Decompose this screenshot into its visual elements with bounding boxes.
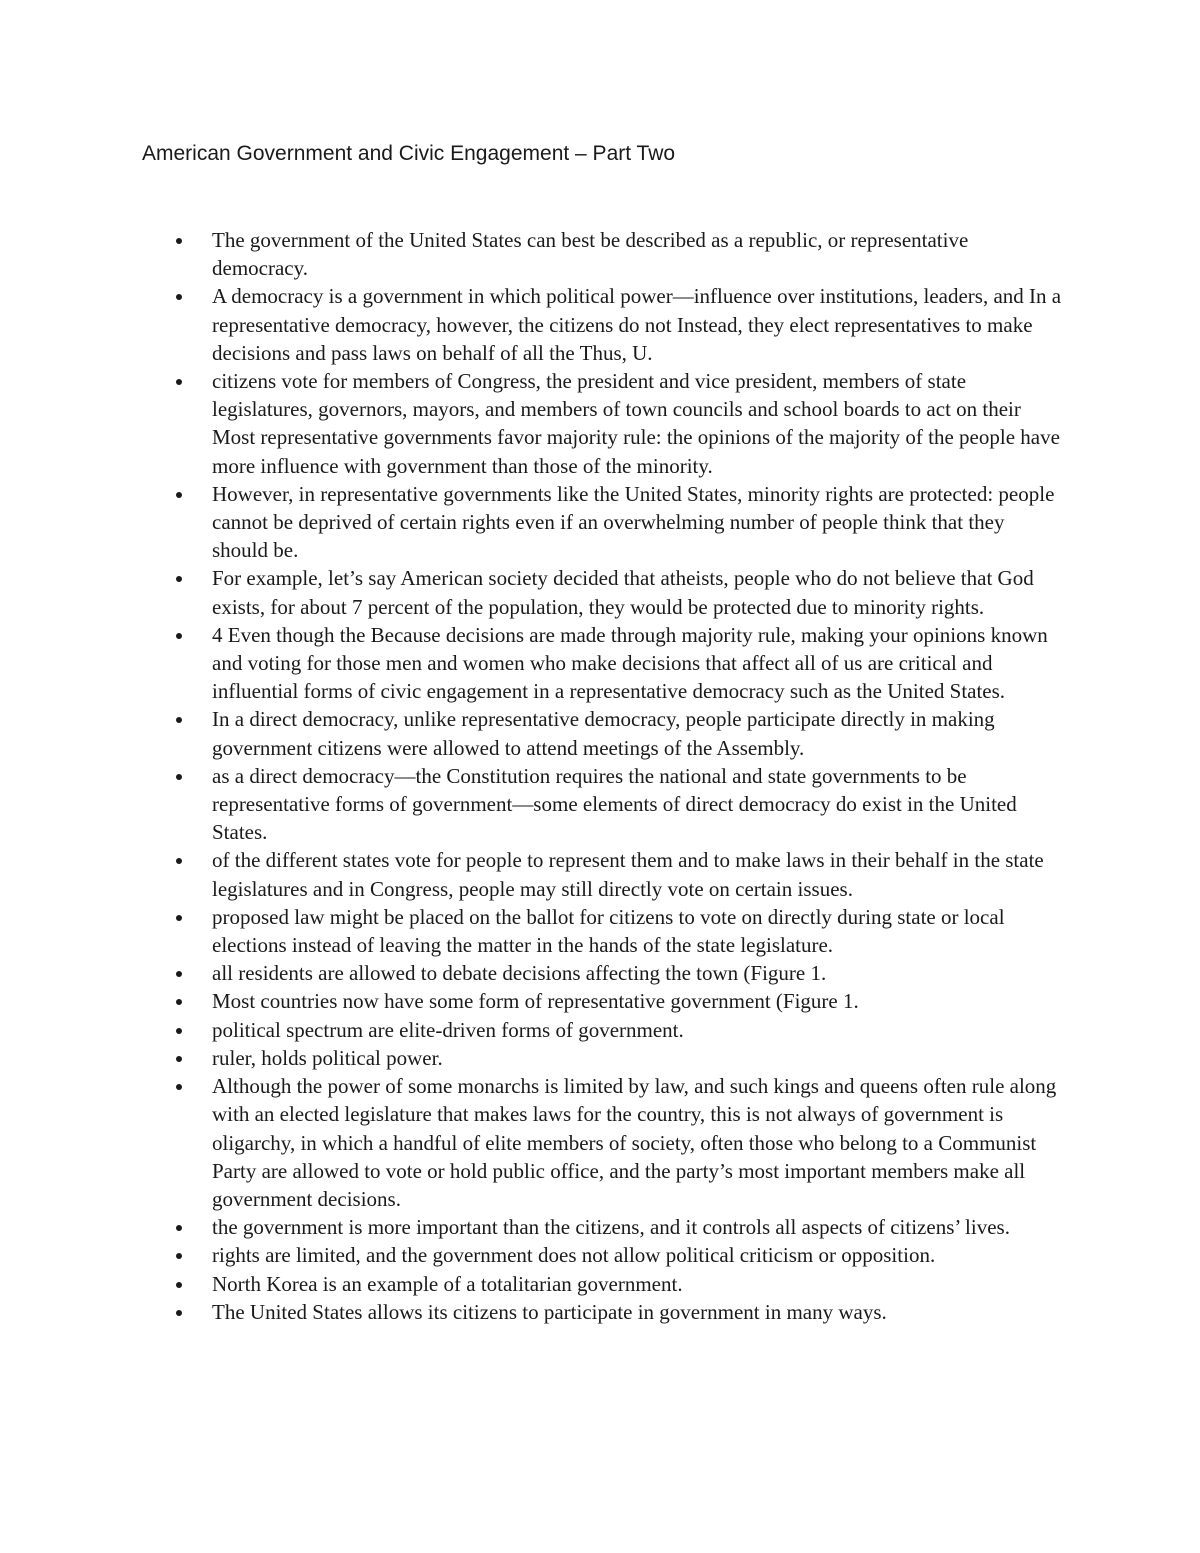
- bullet-icon: [176, 999, 182, 1005]
- bullet-icon: [176, 1225, 182, 1231]
- bullet-icon: [176, 915, 182, 921]
- bullet-icon: [176, 1310, 182, 1316]
- list-item-text: A democracy is a government in which political power—influence over institutions, leaders, and In a representative democracy, however, the citizens do not Instead, they elect representatives to make decisions and pass laws on behalf of all the Thus, U.: [212, 284, 1062, 365]
- list-item: [0, 846, 1062, 902]
- bullet-icon: [176, 576, 182, 582]
- list-item: [0, 903, 1062, 959]
- bullet-icon: [176, 717, 182, 723]
- list-item: [0, 282, 1062, 367]
- list-item-text: The government of the United States can best be described as a republic, or representative democracy.: [212, 228, 969, 281]
- list-item-text: political spectrum are elite-driven forms of government.: [212, 1017, 684, 1042]
- list-item-text: the government is more important than the citizens, and it controls all aspects of citizens’ lives.: [212, 1215, 1010, 1240]
- list-item-text: all residents are allowed to debate decisions affecting the town (Figure 1.: [212, 961, 827, 986]
- list-item-text: The United States allows its citizens to participate in government in many ways.: [212, 1299, 887, 1324]
- bullet-icon: [176, 294, 182, 300]
- bullet-icon: [176, 633, 182, 639]
- bullet-icon: [176, 971, 182, 977]
- bullet-icon: [176, 1253, 182, 1259]
- list-item: [0, 1298, 1062, 1326]
- list-item: [0, 987, 1062, 1015]
- bullet-icon: [176, 1056, 182, 1062]
- list-item: [0, 1016, 1062, 1044]
- list-item: [0, 1072, 1062, 1213]
- list-item-text: citizens vote for members of Congress, the president and vice president, members of state legislatures, governors, mayors, and members of town councils and school boards to act on their Most representative governments favor majority rule: the opinions of the majority of the people have more influence with government than those of the minority.: [212, 369, 1060, 478]
- bullet-icon: [176, 379, 182, 385]
- list-item-text: Most countries now have some form of representative government (Figure 1.: [212, 989, 859, 1014]
- list-item-text: North Korea is an example of a totalitarian government.: [212, 1271, 683, 1296]
- list-item-text: For example, let’s say American society decided that atheists, people who do not believe that God exists, for about 7 percent of the population, they would be protected due to minority rights.: [212, 566, 1034, 619]
- list-item: [0, 621, 1062, 706]
- list-item: [0, 1213, 1062, 1241]
- list-item-text: rights are limited, and the government does not allow political criticism or opposition.: [212, 1243, 936, 1268]
- list-item: [0, 1270, 1062, 1298]
- bullet-icon: [176, 858, 182, 864]
- list-item: [0, 1044, 1062, 1072]
- list-item: [0, 367, 1062, 480]
- list-item-text: Although the power of some monarchs is limited by law, and such kings and queens often rule along with an elected legislature that makes laws for the country, this is not always of government is oligarchy, in which a handful of elite members of society, often those who belong to a Communist Party are allowed to vote or hold public office, and the party’s most important members make all government decisions.: [212, 1074, 1057, 1211]
- page-title: American Government and Civic Engagement – Part Two: [142, 142, 676, 165]
- list-item: [0, 705, 1062, 761]
- list-item-text: ruler, holds political power.: [212, 1045, 443, 1070]
- bullet-icon: [176, 238, 182, 244]
- list-item: [0, 1241, 1062, 1269]
- list-item: [0, 480, 1062, 565]
- bullet-icon: [176, 774, 182, 780]
- list-item-text: However, in representative governments like the United States, minority rights are protected: people cannot be deprived of certain rights even if an overwhelming number of people think that they should be.: [212, 481, 1055, 563]
- list-item: [0, 959, 1062, 987]
- bullet-icon: [176, 1028, 182, 1034]
- list-item: [0, 564, 1062, 620]
- bullet-icon: [176, 492, 182, 498]
- list-item-text: 4 Even though the Because decisions are made through majority rule, making your opinions known and voting for those men and women who make decisions that affect all of us are critical and influential forms of civic engagement in a representative democracy such as the United States.: [212, 622, 1048, 704]
- list-item-text: as a direct democracy—the Constitution requires the national and state governments to be representative forms of government—some elements of direct democracy do exist in the United States.: [212, 763, 1017, 845]
- bullet-icon: [176, 1084, 182, 1090]
- bullet-icon: [176, 1282, 182, 1288]
- list-item-text: In a direct democracy, unlike representative democracy, people participate directly in making government citizens were allowed to attend meetings of the Assembly.: [212, 707, 995, 760]
- list-item: [0, 762, 1062, 847]
- list-item: [0, 226, 1062, 282]
- list-item-text: of the different states vote for people to represent them and to make laws in their behalf in the state legislatures and in Congress, people may still directly vote on certain issues.: [212, 848, 1044, 901]
- bullet-list: [0, 226, 1200, 1326]
- list-item-text: proposed law might be placed on the ballot for citizens to vote on directly during state or local elections instead of leaving the matter in the hands of the state legislature.: [212, 904, 1005, 958]
